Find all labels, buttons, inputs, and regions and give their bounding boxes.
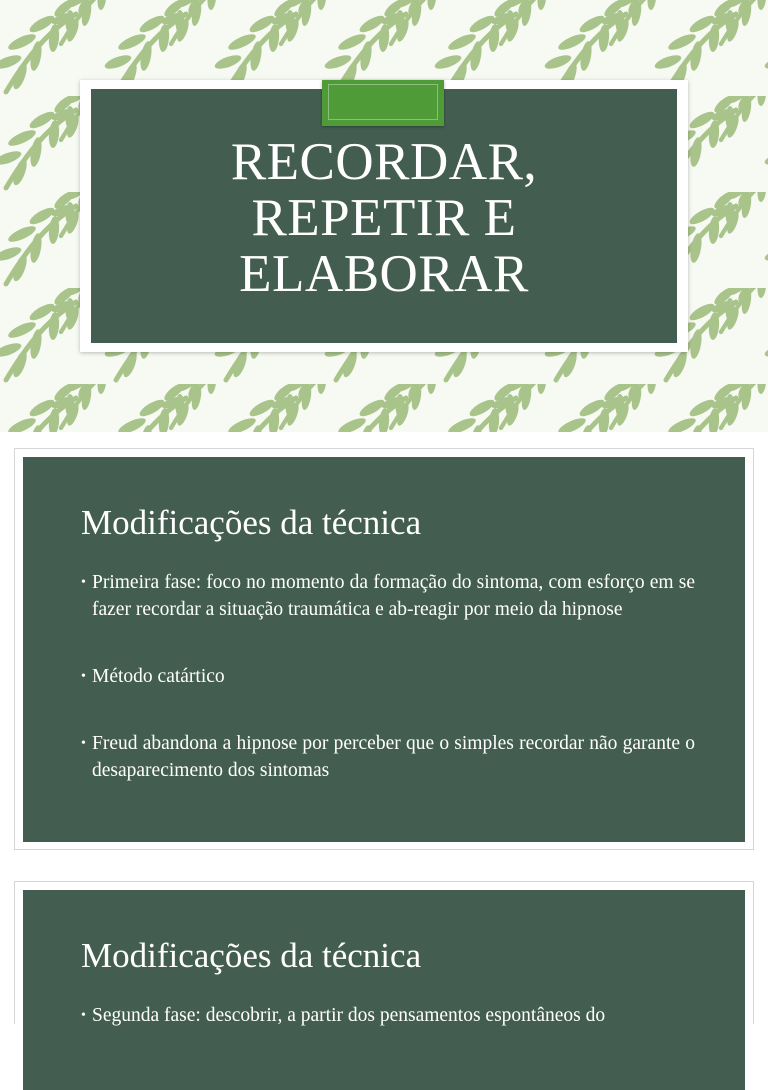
slide-heading: Modificações da técnica — [81, 936, 422, 975]
bullet-item — [81, 569, 695, 623]
bullet-text: Método catártico — [92, 666, 225, 687]
bullet-list — [81, 1002, 695, 1069]
title-line: ELABORAR — [239, 245, 529, 303]
title-frame — [80, 80, 688, 352]
title-panel — [91, 89, 677, 343]
content-panel — [23, 890, 745, 1090]
bullet-item — [81, 663, 695, 690]
slide-heading: Modificações da técnica — [81, 503, 422, 542]
title-slide[interactable] — [0, 0, 768, 432]
title-line: RECORDAR, — [230, 133, 538, 191]
bullet-icon: • — [81, 575, 86, 590]
title-accent-tab — [322, 80, 444, 126]
content-panel — [23, 457, 745, 842]
bullet-icon: • — [81, 669, 86, 684]
slide-title — [231, 134, 537, 302]
content-slide-2[interactable] — [14, 448, 754, 850]
bullet-icon: • — [81, 1008, 86, 1023]
bullet-text: Segunda fase: descobrir, a partir dos pensamentos espontâneos do — [92, 1005, 606, 1026]
bullet-list — [81, 569, 695, 824]
bullet-item — [81, 730, 695, 784]
bullet-text: Freud abandona a hipnose por perceber que o simples recordar não garante o desaparecimento dos sintomas — [92, 733, 695, 781]
title-line: REPETIR E — [251, 189, 517, 247]
bullet-icon: • — [81, 736, 86, 751]
content-slide-3[interactable] — [14, 881, 754, 1024]
bullet-text: Primeira fase: foco no momento da formação do sintoma, com esforço em se fazer recordar a situação traumática e ab-reagir por meio da hipnose — [92, 572, 695, 620]
bullet-item — [81, 1002, 695, 1029]
